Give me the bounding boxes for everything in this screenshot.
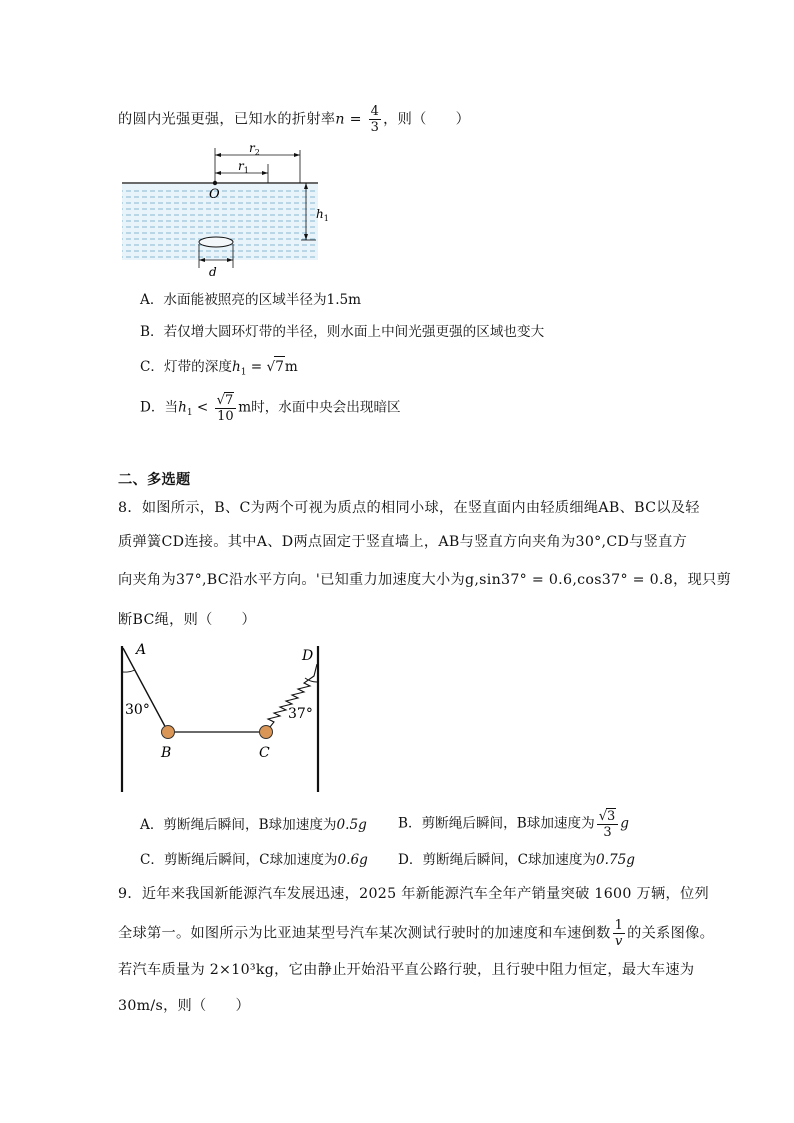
q8-line-3: 向夹角为37°,BC沿水平方向。'已知重力加速度大小为g,sin37° = 0.6,cos37° = 0.8，现只剪 [118, 572, 732, 588]
q9-fraction [613, 918, 626, 949]
q9-line-3: 若汽车质量为 2×10³kg，它由静止开始沿平直公路行驶，且行驶中阻力恒定，最大车速为 [118, 962, 695, 978]
q7-n-den: 3 [370, 120, 380, 135]
o-label: O [209, 187, 220, 202]
q7-water-figure [118, 140, 338, 280]
q7-stem-pre: 的圆内光强更强，已知水的折射率 [118, 111, 336, 128]
q7-option-d[interactable] [140, 392, 401, 424]
water-waves [122, 186, 318, 260]
q7-option-d-sqrt-sign: √ [216, 393, 225, 408]
ball-b [162, 726, 175, 739]
q7-option-d-sub: 1 [186, 408, 193, 419]
q8-option-b-sqrt-sign: √ [598, 809, 607, 824]
q9-line-2-post: 的关系图像。 [627, 925, 715, 942]
r1-label: $r_1$ [238, 159, 249, 175]
q8-figure [118, 642, 328, 797]
q8-option-c-value: 0.6g [337, 852, 368, 868]
q7-n-fraction [369, 104, 382, 135]
q7-option-c-sqrt-sign: √ [266, 359, 276, 375]
label-a: A [136, 642, 147, 658]
q9-line-2 [118, 918, 714, 949]
q7-option-b[interactable] [140, 322, 544, 342]
q9-frac-den: v [615, 934, 623, 949]
q8-option-d[interactable] [398, 850, 635, 870]
q7-option-d-post: m时，水面中央会出现暗区 [238, 399, 401, 416]
q7-stem-line [118, 104, 470, 135]
q9-frac-num: 1 [614, 918, 624, 933]
q8-option-a[interactable] [140, 815, 367, 835]
q7-option-c-sqrt: 7 [274, 356, 285, 377]
q7-option-d-fraction [215, 392, 237, 424]
section-header-multi-choice: 二、多选题 [118, 472, 191, 488]
q9-line-4: 30m/s，则（ ） [118, 998, 250, 1014]
q8-option-b[interactable] [398, 808, 629, 840]
q7-option-c-text: C．灯带的深度 [140, 359, 232, 375]
ball-c [260, 726, 273, 739]
q8-option-b-fraction [597, 808, 619, 840]
q8-option-b-num-val: 3 [607, 809, 616, 824]
h1-label: $h_1$ [316, 207, 329, 223]
q7-stem-post: ，则（ ） [383, 111, 471, 128]
r2-label: $r_2$ [249, 141, 260, 157]
q8-line-1: 8．如图所示，B、C为两个可视为质点的相同小球，在竖直面内由轻质细绳AB、BC以及轻 [118, 500, 700, 516]
angle-d: 37° [288, 706, 313, 722]
angle-a: 30° [125, 702, 150, 718]
q7-option-c-unit: m [284, 359, 298, 375]
q9-line-2-pre: 全球第一。如图所示为比亚迪某型号汽车某次测试行驶时的加速度和车速倒数 [118, 925, 611, 942]
label-b: B [161, 745, 172, 761]
label-d: D [302, 648, 314, 664]
q8-option-b-num [597, 808, 619, 825]
q8-option-d-value: 0.75g [596, 852, 636, 868]
q7-eq: = [344, 111, 367, 128]
q7-option-b-text: B．若仅增大圆环灯带的半径，则水面上中间光强更强的区域也变大 [140, 324, 545, 340]
q8-line-2: 质弹簧CD连接。其中A、D两点固定于竖直墙上，AB与竖直方向夹角为30°,CD与竖直方 [118, 534, 688, 550]
q7-option-c[interactable] [140, 356, 298, 383]
q7-option-d-lt: < [192, 399, 213, 416]
q7-option-c-sub: 1 [240, 367, 247, 378]
q7-option-d-h: h [178, 399, 187, 416]
ring-light [199, 237, 233, 247]
q7-option-c-eq: = [246, 359, 267, 375]
q7-n-label: n [335, 111, 345, 128]
q8-option-c-text: C．剪断绳后瞬间，C球加速度为 [140, 852, 338, 868]
q8-option-b-text: B．剪断绳后瞬间，B球加速度为 [398, 815, 595, 832]
d-label: d [209, 265, 217, 279]
q7-option-d-num [215, 392, 237, 409]
q7-n-num: 4 [370, 104, 380, 119]
q8-line-4: 断BC绳，则（ ） [118, 612, 257, 628]
label-c: C [259, 745, 270, 761]
q8-option-b-g: g [620, 815, 629, 832]
q7-option-d-num-val: 7 [224, 393, 234, 408]
rope-ab [123, 648, 168, 732]
q8-option-d-text: D．剪断绳后瞬间，C球加速度为 [398, 852, 597, 868]
q8-option-b-den: 3 [603, 825, 612, 840]
q8-option-c[interactable] [140, 850, 368, 870]
q8-option-a-text: A．剪断绳后瞬间，B球加速度为 [140, 817, 337, 833]
q9-line-1: 9．近年来我国新能源汽车发展迅速，2025 年新能源汽车全年产销量突破 1600 万辆，位列 [118, 886, 709, 902]
q7-option-c-h: h [231, 359, 241, 375]
q7-option-a-text: A．水面能被照亮的区域半径为 [140, 292, 327, 308]
q7-option-d-den: 10 [217, 409, 234, 424]
q7-option-a[interactable] [140, 290, 361, 310]
q7-option-a-value: 1.5m [326, 292, 362, 308]
q7-option-d-text: D．当 [140, 399, 179, 416]
q8-option-a-value: 0.5g [336, 817, 367, 833]
